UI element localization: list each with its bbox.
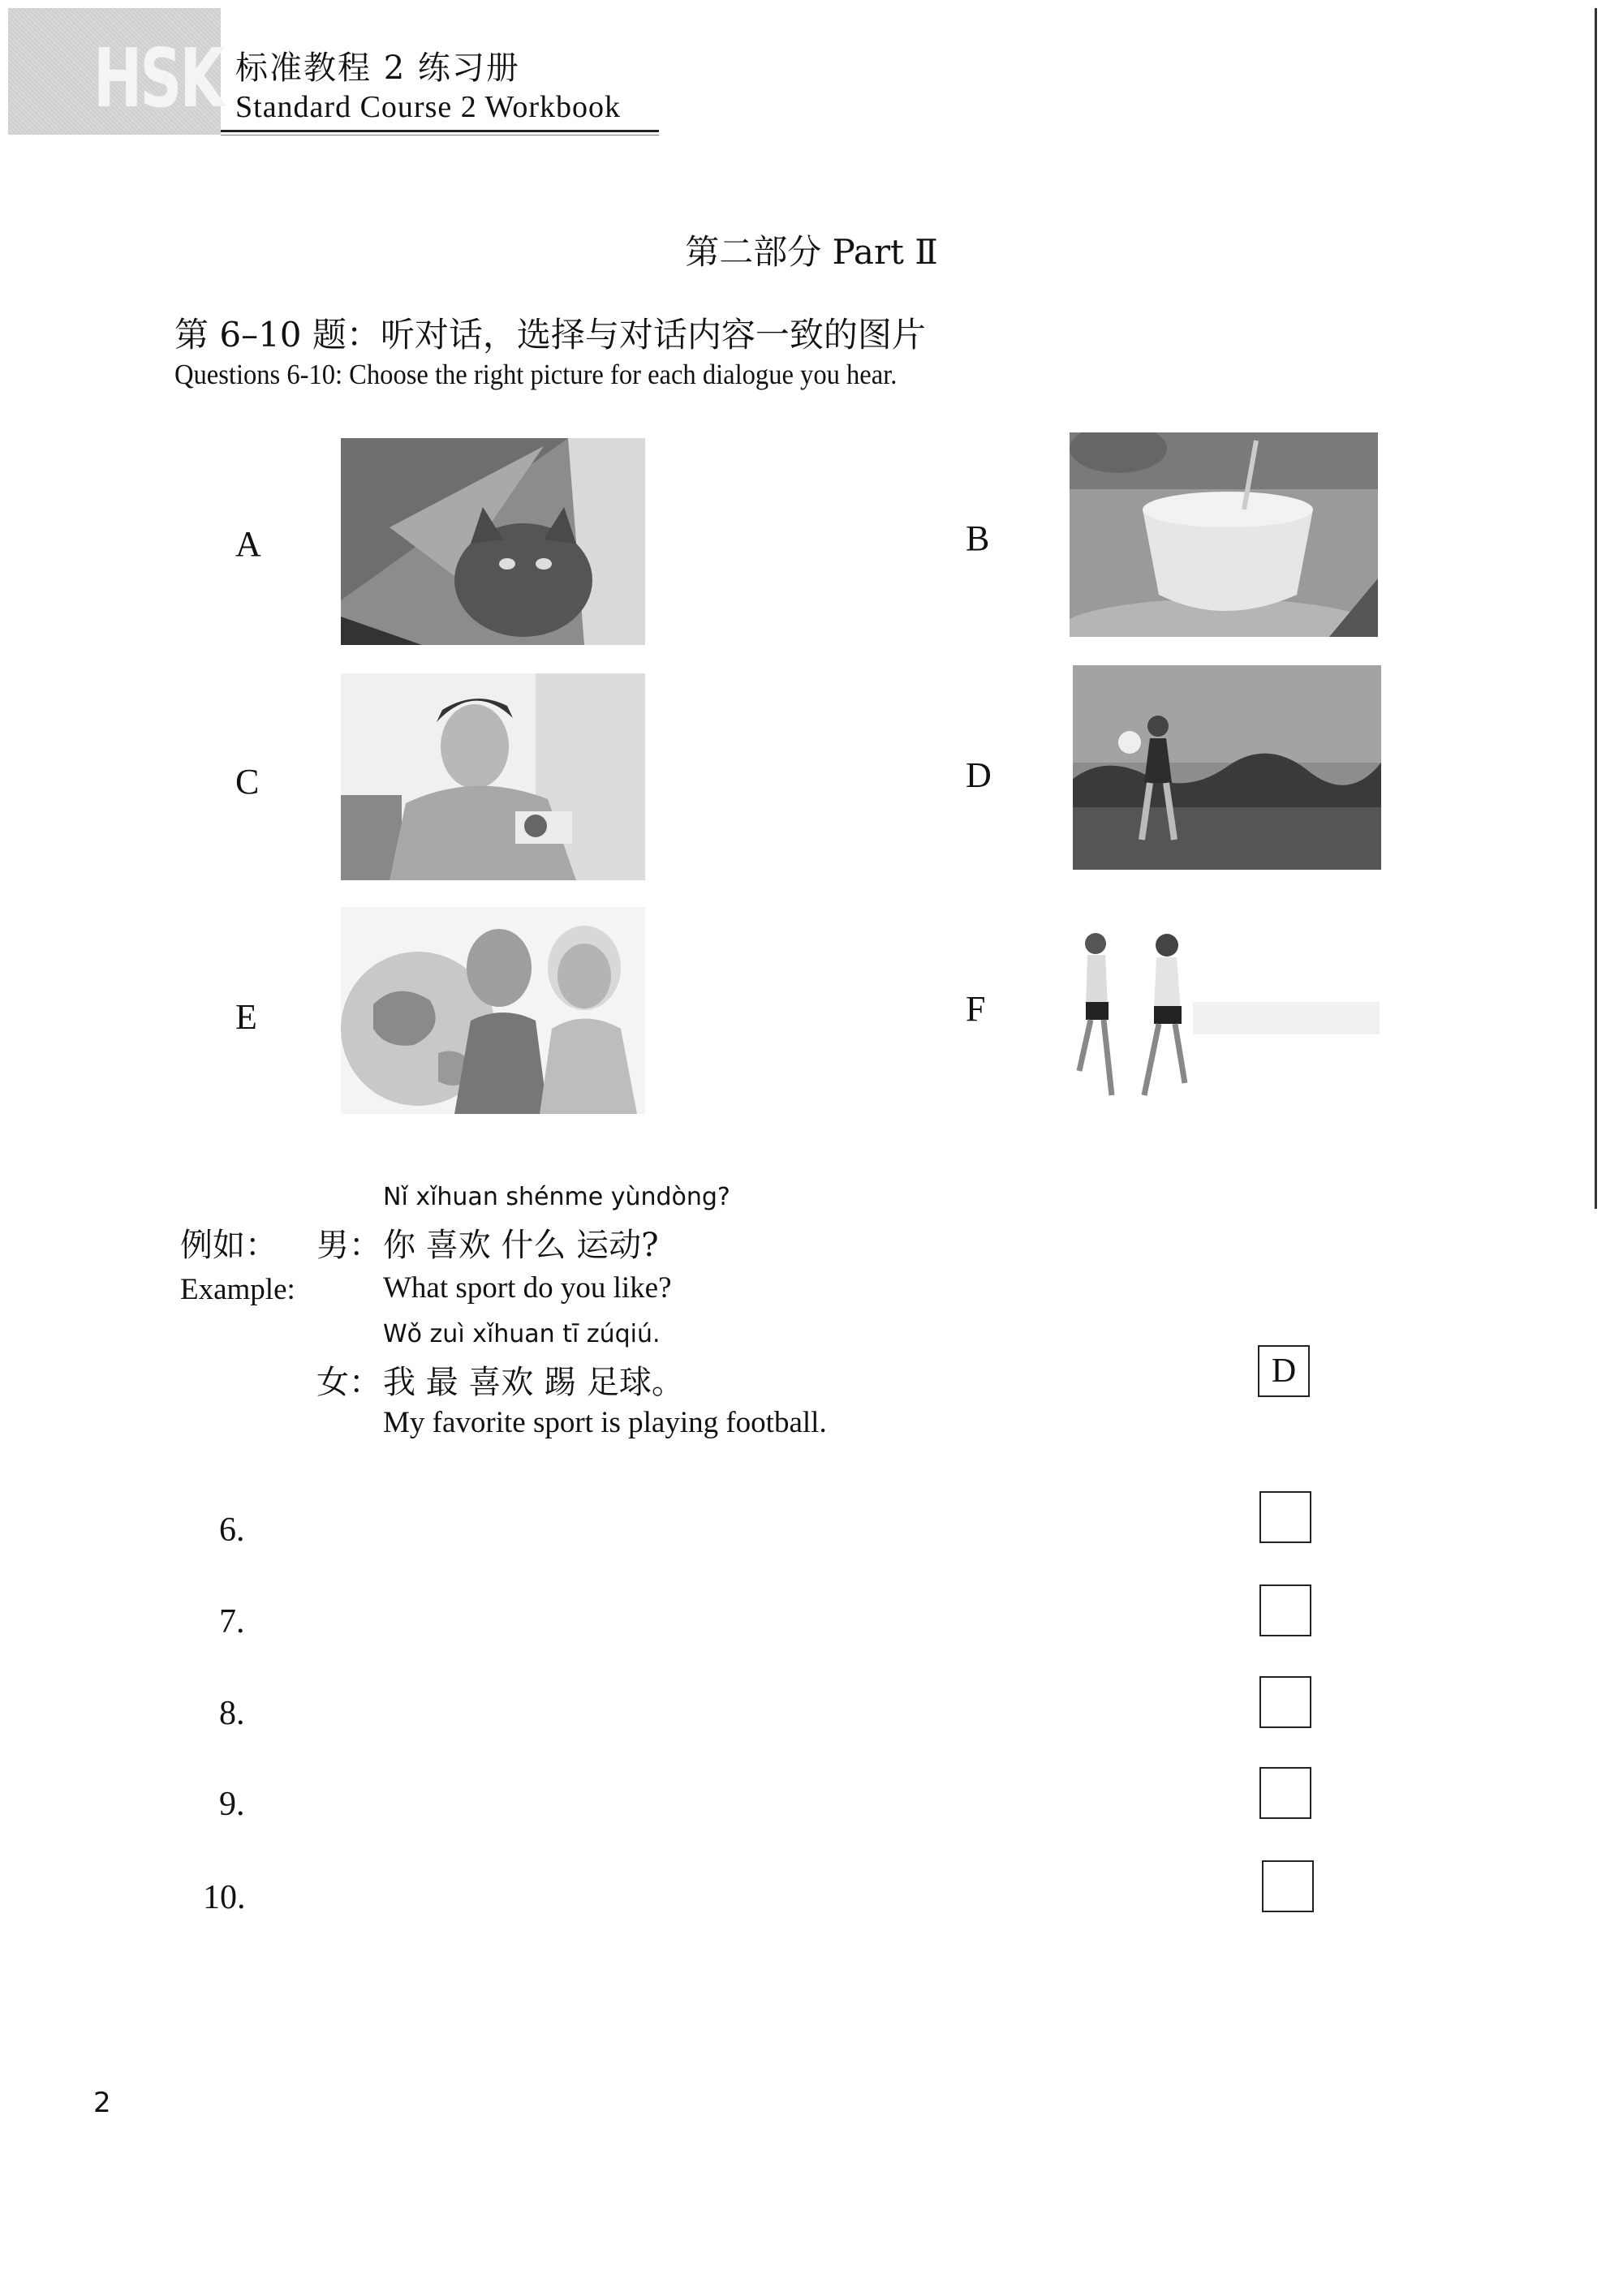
example-label-cn: 例如：: [180, 1227, 278, 1264]
question-number-9: 9.: [219, 1786, 245, 1823]
example-question-pinyin: Nǐ xǐhuan shénme yùndòng?: [383, 1183, 730, 1211]
option-letter-e: E: [235, 997, 257, 1037]
example-speaker-male: 男：: [316, 1227, 381, 1264]
option-letter-a: A: [235, 524, 261, 564]
answer-box-6[interactable]: [1259, 1491, 1311, 1543]
page-edge-line: [1595, 8, 1597, 1209]
question-number-7: 7.: [219, 1603, 245, 1640]
answer-box-9[interactable]: [1259, 1767, 1311, 1819]
option-letter-d: D: [966, 755, 992, 795]
instruction-cn: 第 6–10 题：听对话，选择与对话内容一致的图片: [174, 315, 926, 355]
instruction-en: Questions 6-10: Choose the right picture for each dialogue you hear.: [174, 359, 898, 390]
page-number: 2: [93, 2087, 111, 2119]
option-c-man-watch-image[interactable]: [341, 673, 645, 880]
example-label-en: Example:: [180, 1273, 295, 1306]
example-answer-cn: 我 最 喜欢 踢 足球。: [383, 1364, 684, 1401]
question-number-8: 8.: [219, 1695, 245, 1732]
header-title-en: Standard Course 2 Workbook: [235, 90, 622, 124]
question-number-10: 10.: [203, 1879, 246, 1916]
header-title-cn: 标准教程 2 练习册: [235, 49, 520, 87]
example-answer-pinyin: Wǒ zuì xǐhuan tī zúqiú.: [383, 1320, 661, 1348]
option-letter-c: C: [235, 762, 260, 802]
option-letter-b: B: [966, 518, 990, 558]
option-d-football-image[interactable]: [1073, 665, 1381, 870]
hsk-logo-text: HSK: [93, 31, 223, 126]
answer-box-8[interactable]: [1259, 1676, 1311, 1728]
option-f-runners-image[interactable]: [1063, 929, 1380, 1111]
example-speaker-female: 女：: [316, 1364, 381, 1401]
example-question-cn: 你 喜欢 什么 运动?: [383, 1227, 659, 1264]
question-number-6: 6.: [219, 1511, 245, 1549]
option-letter-f: F: [966, 989, 986, 1029]
answer-box-10[interactable]: [1262, 1860, 1314, 1912]
answer-box-7[interactable]: [1259, 1584, 1311, 1636]
option-e-globe-couple-image[interactable]: [341, 907, 645, 1114]
hsk-logo: [8, 8, 221, 135]
example-answer-box: D: [1258, 1345, 1310, 1397]
header-rule: [221, 130, 659, 132]
section-title: 第二部分 Part Ⅱ: [685, 232, 938, 272]
example-question-en: What sport do you like?: [383, 1271, 672, 1305]
option-a-cat-image[interactable]: [341, 438, 645, 645]
option-b-tea-image[interactable]: [1070, 432, 1378, 637]
example-answer-en: My favorite sport is playing football.: [383, 1406, 827, 1439]
